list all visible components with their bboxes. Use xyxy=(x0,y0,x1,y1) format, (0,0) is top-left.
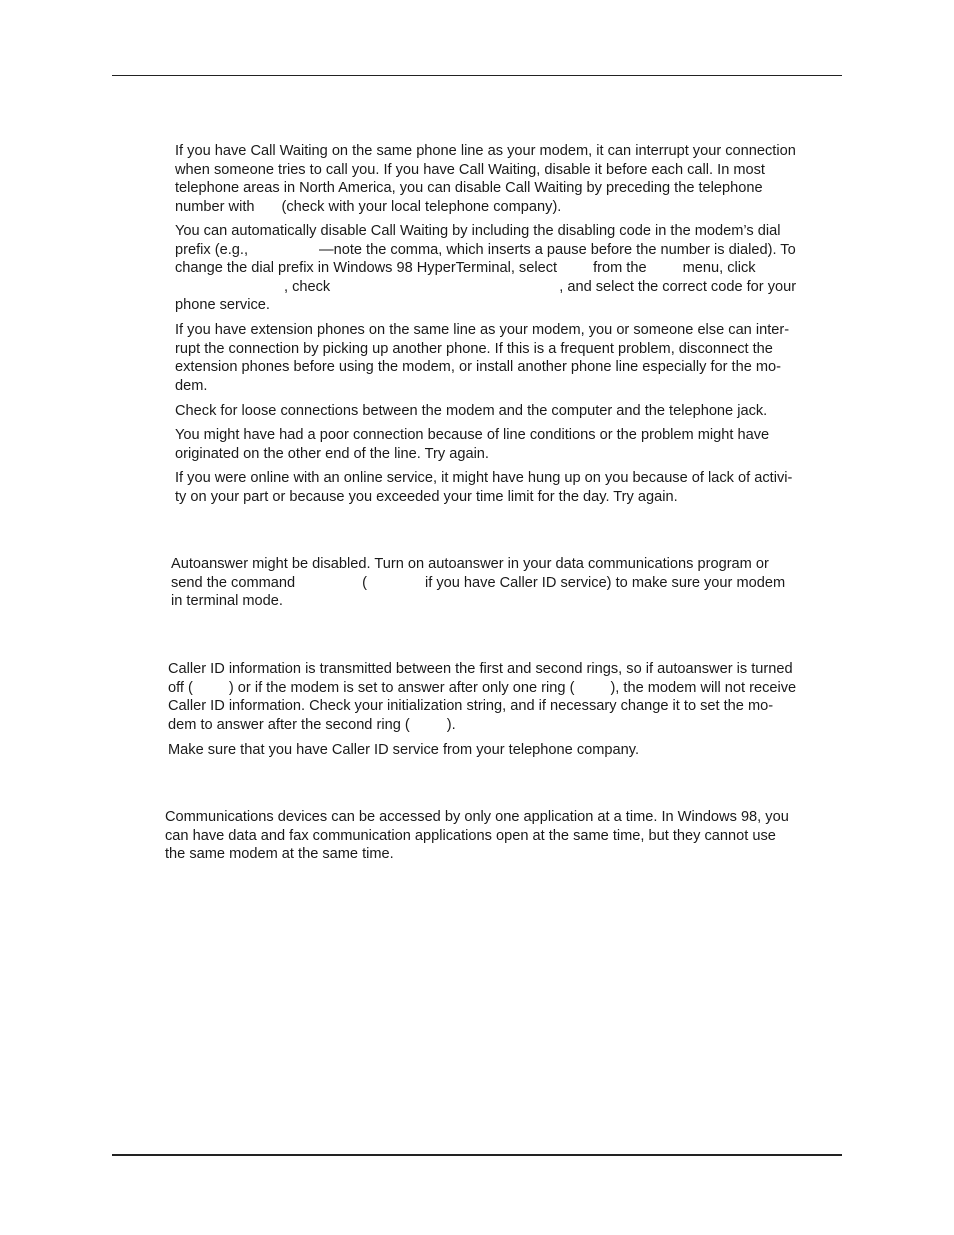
communications-devices-paragraph: Communications devices can be accessed by only one application at a time. In Windows 98, you can have data and fax communication applications open at the same time, but they cannot use the same modem at the same time. xyxy=(165,809,789,863)
loose-connections-paragraph: Check for loose connections between the modem and the computer and the telephone jack. xyxy=(175,403,768,419)
caller-id-service-paragraph: Make sure that you have Caller ID service from your telephone company. xyxy=(168,742,640,758)
footer-rule xyxy=(112,1154,842,1156)
poor-connection-paragraph: You might have had a poor connection because of line conditions or the problem might have originated on the other end of the line. Try again. xyxy=(175,427,770,462)
header-rule xyxy=(112,75,842,76)
extension-phones-paragraph: If you have extension phones on the same line as your modem, you or someone else can inter- rupt the connection by picking up another phone. If this is a frequent problem, disconnect the extension phones before using the modem, or install another phone line especially for the mo- dem. xyxy=(175,322,790,394)
online-service-paragraph: If you were online with an online service, it might have hung up on you because of lack of activi- ty on your part or because you exceeded your time limit for the day. Try again. xyxy=(175,470,793,505)
dial-prefix-paragraph: You can automatically disable Call Waiting by including the disabling code in the modem’s dial prefix (e.g., —note the comma, which inserts a pause before the number is dialed). To change the dial prefix in Windows 98 HyperTerminal, select from the menu, click , check , and select the correct code for your phone service. xyxy=(175,223,797,314)
call-waiting-paragraph: If you have Call Waiting on the same phone line as your modem, it can interrupt your connection when someone tries to call you. If you have Call Waiting, disable it before each call. In most telephone areas in North America, you can disable Call Waiting by preceding the telephone number with (check with your local telephone company). xyxy=(175,143,796,215)
caller-id-rings-paragraph: Caller ID information is transmitted between the first and second rings, so if autoanswer is turned off ( ) or if the modem is set to answer after only one ring ( ), the modem will not receive Caller ID information. Check your initialization string, and if necessary change it to set the mo- dem to answer after the second ring ( ). xyxy=(168,661,797,733)
autoanswer-paragraph: Autoanswer might be disabled. Turn on autoanswer in your data communications program or send the command ( if you have Caller ID service) to make sure your modem in terminal mode. xyxy=(171,556,786,610)
